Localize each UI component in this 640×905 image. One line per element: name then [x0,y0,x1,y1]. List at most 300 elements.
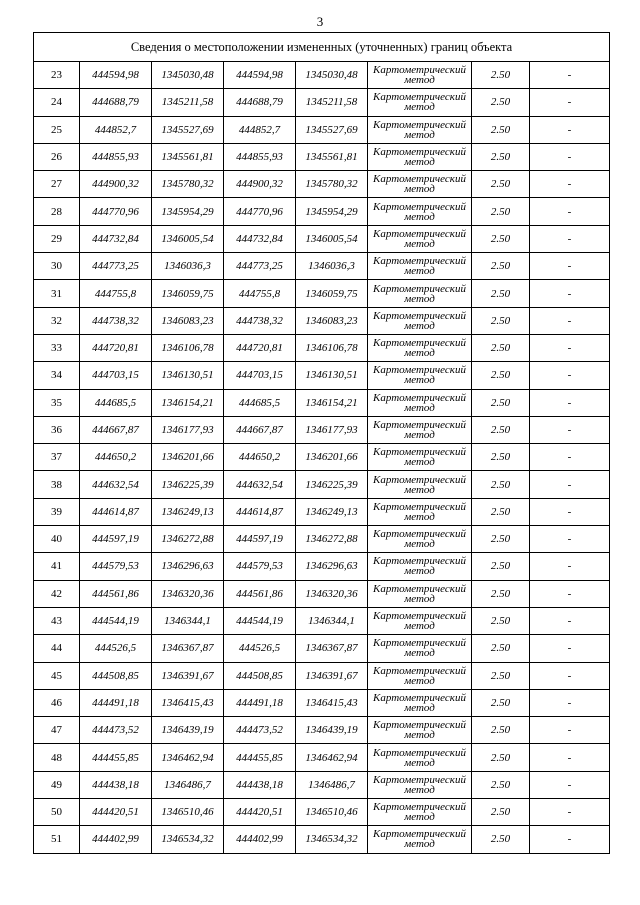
method-line1: Картометрический [373,773,466,786]
refined-x-cell: 444594,98 [224,62,296,89]
method-line1: Картометрический [373,801,466,814]
existing-y-cell: 1346462,94 [152,744,224,771]
table-row [34,198,610,225]
table-row [34,826,610,853]
existing-x-cell: 444852,7 [80,116,152,143]
method-line1: Картометрический [373,391,466,404]
existing-x-cell: 444438,18 [80,771,152,798]
table-row [34,635,610,662]
refined-y-cell: 1345030,48 [296,62,368,89]
refined-x-cell: 444732,84 [224,225,296,252]
method-cell [368,826,472,853]
method-line2: метод [404,101,435,114]
existing-y-cell: 1345561,81 [152,143,224,170]
existing-x-cell: 444685,5 [80,389,152,416]
existing-x-cell: 444773,25 [80,253,152,280]
table-row [34,526,610,553]
note-cell: - [530,362,610,389]
table-row [34,225,610,252]
refined-x-cell: 444438,18 [224,771,296,798]
table-row [34,662,610,689]
table-header-row [34,33,610,62]
note-cell: - [530,389,610,416]
method-line2: метод [404,538,435,551]
refined-y-cell: 1346296,63 [296,553,368,580]
accuracy-cell: 2.50 [472,826,530,853]
table-row [34,389,610,416]
table-row [34,553,610,580]
method-line2: метод [404,429,435,441]
existing-x-cell: 444455,85 [80,744,152,771]
existing-x-cell: 444720,81 [80,334,152,361]
existing-y-cell: 1346510,46 [152,799,224,826]
point-number-cell: 23 [34,62,80,89]
accuracy-cell: 2.50 [472,553,530,580]
method-line1: Картометрический [373,337,466,350]
point-number-cell: 39 [34,498,80,525]
note-cell: - [530,471,610,498]
existing-y-cell: 1346059,75 [152,280,224,307]
accuracy-cell: 2.50 [472,580,530,607]
method-line1: Картометрический [373,64,466,77]
table-row [34,580,610,607]
refined-y-cell: 1345211,58 [296,89,368,116]
existing-x-cell: 444738,32 [80,307,152,334]
point-number-cell: 37 [34,444,80,471]
method-line2: метод [404,674,435,687]
refined-y-cell: 1346367,87 [296,635,368,662]
accuracy-cell: 2.50 [472,171,530,198]
refined-x-cell: 444579,53 [224,553,296,580]
accuracy-cell: 2.50 [472,225,530,252]
method-cell [368,498,472,525]
point-number-cell: 32 [34,307,80,334]
point-number-cell: 38 [34,471,80,498]
table-row [34,143,610,170]
point-number-cell: 31 [34,280,80,307]
method-line1: Картометрический [373,691,466,704]
point-number-cell: 25 [34,116,80,143]
accuracy-cell: 2.50 [472,116,530,143]
existing-y-cell: 1345527,69 [152,116,224,143]
note-cell: - [530,444,610,471]
existing-y-cell: 1345954,29 [152,198,224,225]
note-cell: - [530,171,610,198]
method-cell [368,253,472,280]
existing-x-cell: 444650,2 [80,444,152,471]
existing-x-cell: 444632,54 [80,471,152,498]
method-line2: метод [404,347,435,360]
method-line1: Картометрический [373,500,466,513]
note-cell: - [530,744,610,771]
method-line2: метод [404,183,435,196]
refined-y-cell: 1346344,1 [296,607,368,634]
point-number-cell: 44 [34,635,80,662]
method-line2: метод [404,156,435,169]
refined-y-cell: 1346225,39 [296,471,368,498]
accuracy-cell: 2.50 [472,635,530,662]
point-number-cell: 29 [34,225,80,252]
method-line2: метод [404,756,435,769]
existing-y-cell: 1346177,93 [152,416,224,443]
point-number-cell: 35 [34,389,80,416]
existing-y-cell: 1346106,78 [152,334,224,361]
accuracy-cell: 2.50 [472,799,530,826]
accuracy-cell: 2.50 [472,362,530,389]
point-number-cell: 24 [34,89,80,116]
boundary-coordinates-table [33,32,610,854]
table-row [34,334,610,361]
table-row [34,799,610,826]
refined-x-cell: 444614,87 [224,498,296,525]
table-row [34,362,610,389]
method-cell [368,444,472,471]
method-cell [368,553,472,580]
note-cell: - [530,225,610,252]
accuracy-cell: 2.50 [472,389,530,416]
existing-x-cell: 444473,52 [80,717,152,744]
method-cell [368,171,472,198]
existing-y-cell: 1346439,19 [152,717,224,744]
method-cell [368,635,472,662]
refined-x-cell: 444632,54 [224,471,296,498]
existing-x-cell: 444614,87 [80,498,152,525]
refined-y-cell: 1345561,81 [296,143,368,170]
table-row [34,253,610,280]
refined-x-cell: 444770,96 [224,198,296,225]
point-number-cell: 51 [34,826,80,853]
existing-x-cell: 444597,19 [80,526,152,553]
method-line2: метод [404,74,435,87]
method-line1: Картометрический [373,555,466,568]
note-cell: - [530,553,610,580]
existing-x-cell: 444900,32 [80,171,152,198]
method-cell [368,416,472,443]
existing-x-cell: 444703,15 [80,362,152,389]
method-cell [368,198,472,225]
point-number-cell: 40 [34,526,80,553]
method-line2: метод [404,237,435,250]
existing-y-cell: 1346225,39 [152,471,224,498]
method-cell [368,744,472,771]
refined-y-cell: 1346005,54 [296,225,368,252]
method-line2: метод [404,483,435,496]
existing-x-cell: 444579,53 [80,553,152,580]
refined-y-cell: 1346154,21 [296,389,368,416]
refined-y-cell: 1346415,43 [296,689,368,716]
existing-x-cell: 444855,93 [80,143,152,170]
method-line2: метод [404,319,435,332]
method-cell [368,362,472,389]
method-line1: Картометрический [373,419,466,431]
existing-y-cell: 1345211,58 [152,89,224,116]
table-row [34,471,610,498]
method-cell [368,526,472,553]
existing-y-cell: 1346486,7 [152,771,224,798]
table-row [34,416,610,443]
refined-x-cell: 444508,85 [224,662,296,689]
point-number-cell: 26 [34,143,80,170]
refined-y-cell: 1346083,23 [296,307,368,334]
table-row [34,89,610,116]
refined-y-cell: 1346036,3 [296,253,368,280]
refined-x-cell: 444667,87 [224,416,296,443]
method-line2: метод [404,456,435,469]
method-cell [368,389,472,416]
refined-x-cell: 444855,93 [224,143,296,170]
existing-y-cell: 1346249,13 [152,498,224,525]
refined-x-cell: 444491,18 [224,689,296,716]
table-row [34,689,610,716]
point-number-cell: 45 [34,662,80,689]
note-cell: - [530,307,610,334]
refined-y-cell: 1346177,93 [296,416,368,443]
accuracy-cell: 2.50 [472,607,530,634]
method-line1: Картометрический [373,309,466,322]
method-line1: Картометрический [373,118,466,131]
refined-x-cell: 444402,99 [224,826,296,853]
note-cell: - [530,416,610,443]
accuracy-cell: 2.50 [472,62,530,89]
accuracy-cell: 2.50 [472,334,530,361]
note-cell: - [530,689,610,716]
method-line1: Картометрический [373,91,466,104]
existing-y-cell: 1346391,67 [152,662,224,689]
method-line2: метод [404,592,435,605]
refined-x-cell: 444900,32 [224,171,296,198]
method-cell [368,717,472,744]
method-line1: Картометрический [373,364,466,377]
note-cell: - [530,89,610,116]
refined-y-cell: 1345954,29 [296,198,368,225]
existing-x-cell: 444491,18 [80,689,152,716]
refined-x-cell: 444420,51 [224,799,296,826]
existing-y-cell: 1346296,63 [152,553,224,580]
existing-x-cell: 444561,86 [80,580,152,607]
accuracy-cell: 2.50 [472,444,530,471]
point-number-cell: 46 [34,689,80,716]
method-line1: Картометрический [373,528,466,541]
accuracy-cell: 2.50 [472,253,530,280]
refined-y-cell: 1346486,7 [296,771,368,798]
table-row [34,498,610,525]
accuracy-cell: 2.50 [472,416,530,443]
refined-x-cell: 444703,15 [224,362,296,389]
refined-y-cell: 1346439,19 [296,717,368,744]
refined-y-cell: 1345527,69 [296,116,368,143]
method-line1: Картометрический [373,637,466,650]
existing-y-cell: 1346534,32 [152,826,224,853]
refined-y-cell: 1346059,75 [296,280,368,307]
method-line2: метод [404,401,435,414]
note-cell: - [530,498,610,525]
existing-x-cell: 444667,87 [80,416,152,443]
point-number-cell: 36 [34,416,80,443]
method-line2: метод [404,565,435,578]
method-line1: Картометрический [373,173,466,186]
refined-y-cell: 1346201,66 [296,444,368,471]
method-line1: Картометрический [373,146,466,159]
method-line1: Картометрический [373,719,466,732]
method-line1: Картометрический [373,200,466,213]
table-row [34,744,610,771]
table-row [34,280,610,307]
accuracy-cell: 2.50 [472,498,530,525]
refined-x-cell: 444685,5 [224,389,296,416]
refined-x-cell: 444473,52 [224,717,296,744]
refined-x-cell: 444755,8 [224,280,296,307]
table-body [34,62,610,854]
method-cell [368,307,472,334]
method-cell [368,799,472,826]
table-row [34,444,610,471]
refined-y-cell: 1346130,51 [296,362,368,389]
refined-x-cell: 444597,19 [224,526,296,553]
table-row [34,771,610,798]
point-number-cell: 27 [34,171,80,198]
method-line1: Картометрический [373,746,466,759]
existing-y-cell: 1345030,48 [152,62,224,89]
refined-x-cell: 444561,86 [224,580,296,607]
method-line1: Картометрический [373,473,466,486]
method-cell [368,334,472,361]
method-cell [368,689,472,716]
refined-y-cell: 1345780,32 [296,171,368,198]
table-row [34,307,610,334]
refined-x-cell: 444544,19 [224,607,296,634]
point-number-cell: 42 [34,580,80,607]
point-number-cell: 43 [34,607,80,634]
point-number-cell: 41 [34,553,80,580]
existing-y-cell: 1345780,32 [152,171,224,198]
method-cell [368,607,472,634]
note-cell: - [530,198,610,225]
note-cell: - [530,826,610,853]
method-line2: метод [404,647,435,660]
method-cell [368,471,472,498]
refined-y-cell: 1346391,67 [296,662,368,689]
method-line2: метод [404,838,435,851]
method-cell [368,662,472,689]
point-number-cell: 47 [34,717,80,744]
method-line1: Картометрический [373,446,466,459]
note-cell: - [530,62,610,89]
table-row [34,171,610,198]
point-number-cell: 50 [34,799,80,826]
accuracy-cell: 2.50 [472,143,530,170]
table-row [34,717,610,744]
note-cell: - [530,771,610,798]
refined-x-cell: 444455,85 [224,744,296,771]
note-cell: - [530,607,610,634]
method-line1: Картометрический [373,582,466,595]
existing-y-cell: 1346320,36 [152,580,224,607]
accuracy-cell: 2.50 [472,280,530,307]
accuracy-cell: 2.50 [472,717,530,744]
note-cell: - [530,662,610,689]
refined-x-cell: 444738,32 [224,307,296,334]
method-line2: метод [404,811,435,824]
method-line2: метод [404,292,435,305]
point-number-cell: 28 [34,198,80,225]
note-cell: - [530,799,610,826]
refined-y-cell: 1346462,94 [296,744,368,771]
point-number-cell: 30 [34,253,80,280]
method-line2: метод [404,374,435,387]
method-line2: метод [404,701,435,714]
accuracy-cell: 2.50 [472,771,530,798]
method-cell [368,143,472,170]
point-number-cell: 48 [34,744,80,771]
note-cell: - [530,334,610,361]
note-cell: - [530,635,610,662]
existing-x-cell: 444526,5 [80,635,152,662]
existing-y-cell: 1346344,1 [152,607,224,634]
existing-x-cell: 444402,99 [80,826,152,853]
accuracy-cell: 2.50 [472,662,530,689]
refined-x-cell: 444526,5 [224,635,296,662]
table-row [34,62,610,89]
refined-y-cell: 1346249,13 [296,498,368,525]
refined-x-cell: 444650,2 [224,444,296,471]
note-cell: - [530,580,610,607]
accuracy-cell: 2.50 [472,89,530,116]
table-row [34,607,610,634]
existing-y-cell: 1346367,87 [152,635,224,662]
accuracy-cell: 2.50 [472,526,530,553]
note-cell: - [530,143,610,170]
refined-y-cell: 1346510,46 [296,799,368,826]
method-line1: Картометрический [373,828,466,841]
existing-x-cell: 444770,96 [80,198,152,225]
existing-y-cell: 1346272,88 [152,526,224,553]
note-cell: - [530,526,610,553]
method-cell [368,116,472,143]
accuracy-cell: 2.50 [472,307,530,334]
refined-y-cell: 1346272,88 [296,526,368,553]
existing-y-cell: 1346415,43 [152,689,224,716]
method-line2: метод [404,265,435,278]
accuracy-cell: 2.50 [472,744,530,771]
method-line1: Картометрический [373,282,466,295]
existing-y-cell: 1346201,66 [152,444,224,471]
refined-x-cell: 444773,25 [224,253,296,280]
note-cell: - [530,116,610,143]
existing-x-cell: 444688,79 [80,89,152,116]
note-cell: - [530,717,610,744]
existing-x-cell: 444508,85 [80,662,152,689]
existing-x-cell: 444544,19 [80,607,152,634]
method-line2: метод [404,783,435,796]
refined-y-cell: 1346534,32 [296,826,368,853]
table-row [34,116,610,143]
method-cell [368,580,472,607]
method-cell [368,62,472,89]
point-number-cell: 34 [34,362,80,389]
method-cell [368,280,472,307]
accuracy-cell: 2.50 [472,198,530,225]
refined-y-cell: 1346106,78 [296,334,368,361]
accuracy-cell: 2.50 [472,689,530,716]
method-cell [368,89,472,116]
point-number-cell: 49 [34,771,80,798]
method-line2: метод [404,620,435,633]
method-cell [368,225,472,252]
method-line2: метод [404,210,435,223]
table-title: Сведения о местоположении измененных (уточненных) границ объекта [34,33,610,62]
point-number-cell: 33 [34,334,80,361]
existing-y-cell: 1346036,3 [152,253,224,280]
